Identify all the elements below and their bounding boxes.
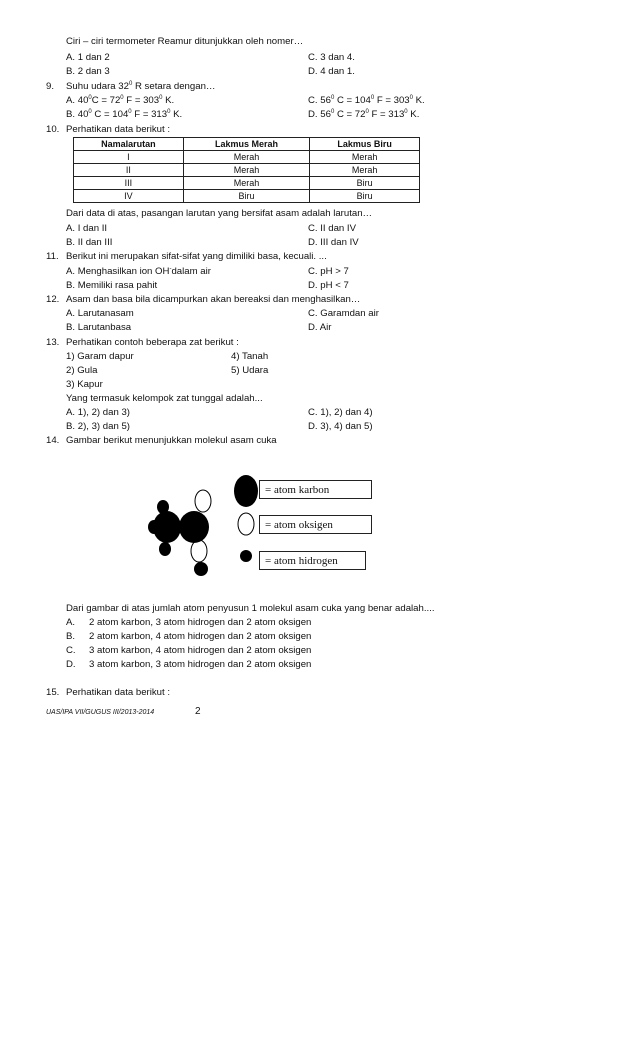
q8-option-c: C. 3 dan 4. [308,52,355,63]
table-cell: Biru [183,190,310,203]
hydrogen-atom [194,562,208,576]
q14-option-letter: A. [66,617,76,628]
litmus-table [73,137,420,203]
hydrogen-legend-symbol [240,550,252,562]
q9-option-c: C. $56^0$ $C = 104^0$ $F = 303^0$ K. [308,95,425,106]
table-cell: Biru [310,190,420,203]
table-header-row [74,138,420,151]
q14-option-a: 2 atom karbon, 3 atom hidrogen dan 2 atom oksigen [89,617,312,628]
table-cell: Merah [310,151,420,164]
q12-stem: Asam dan basa bila dicampurkan akan bereaksi dan menghasilkan… [66,294,361,305]
table-cell: Merah [183,164,310,177]
q14-option-c: 3 atom karbon, 4 atom hidrogen dan 2 atom oksigen [89,645,312,656]
q14-option-b: 2 atom karbon, 4 atom hidrogen dan 2 atom oksigen [89,631,312,642]
q13-option-d: D. 3), 4) dan 5) [308,421,373,432]
q13-stem: Perhatikan contoh beberapa zat berikut : [66,337,239,348]
legend-hydrogen: = atom hidrogen [259,551,366,570]
hydrogen-atom [159,542,171,556]
q12-option-c: C. Garamdan air [308,308,379,319]
table-cell: Merah [183,151,310,164]
q10-stem: Perhatikan data berikut : [66,124,170,135]
q13-number: 13. [46,337,60,348]
q13-option-a: A. 1), 2) dan 3) [66,407,130,418]
carbon-atom [153,511,181,543]
q11-option-c: C. pH > 7 [308,266,349,277]
table-row [74,164,420,177]
q13-option-b: B. 2), 3) dan 5) [66,421,130,432]
list-item: 2) Gula [66,365,98,376]
q12-option-d: D. Air [308,322,332,333]
carbon-atom [179,511,209,543]
q9-stem: Suhu udara $32^0$ R setara dengan… [66,81,216,92]
list-item: 5) Udara [231,365,269,376]
q10-question: Dari data di atas, pasangan larutan yang bersifat asam adalah larutan… [66,208,373,219]
q9-number: 9. [46,81,55,92]
q10-option-c: C. II dan IV [308,223,356,234]
q11-option-d: D. pH < 7 [308,280,349,291]
q15-stem: Perhatikan data berikut : [66,687,170,698]
q8-option-d: D. 4 dan 1. [308,66,355,77]
q14-stem: Gambar berikut menunjukkan molekul asam cuka [66,435,277,446]
table-row [74,190,420,203]
table-header-cell: Lakmus Merah [183,138,310,151]
q14-number: 14. [46,435,60,446]
q14-question: Dari gambar di atas jumlah atom penyusun 1 molekul asam cuka yang benar adalah.... [66,603,435,614]
list-item: 1) Garam dapur [66,351,134,362]
q9-option-b: B. $40^0$ $C = 104^0$ $F = 313^0$ K. [66,109,183,120]
q10-number: 10. [46,124,60,135]
legend-carbon: = atom karbon [259,480,372,499]
table-cell: II [74,164,184,177]
q13-question: Yang termasuk kelompok zat tunggal adalah... [66,393,263,404]
q11-number: 11. [46,251,59,262]
q8-option-a: A. 1 dan 2 [66,52,110,63]
table-cell: I [74,151,184,164]
q12-number: 12. [46,294,60,305]
table-cell: III [74,177,184,190]
q13-option-c: C. 1), 2) dan 4) [308,407,373,418]
q12-option-b: B. Larutanbasa [66,322,132,333]
oxygen-legend-symbol [238,513,254,535]
q14-option-letter: B. [66,631,76,642]
q14-option-d: 3 atom karbon, 3 atom hidrogen dan 2 atom oksigen [89,659,312,670]
list-item: 4) Tanah [231,351,269,362]
q11-option-a: A. Menghasilkan ion OH-dalam air [66,266,211,277]
list-item: 3) Kapur [66,379,103,390]
table-row [74,151,420,164]
q15-number: 15. [46,687,60,698]
carbon-legend-symbol [234,475,258,507]
table-cell: Biru [310,177,420,190]
table-cell: Merah [183,177,310,190]
oxygen-atom [195,490,211,512]
q10-option-a: A. I dan II [66,223,108,234]
oxygen-atom [191,540,207,562]
q12-option-a: A. Larutanasam [66,308,134,319]
q10-option-b: B. II dan III [66,237,113,248]
legend-oxygen: = atom oksigen [259,515,372,534]
table-header-cell: Namalarutan [74,138,184,151]
q11-option-b: B. Memiliki rasa pahit [66,280,158,291]
q10-option-d: D. III dan IV [308,237,359,248]
q8-option-b: B. 2 dan 3 [66,66,110,77]
table-cell: IV [74,190,184,203]
footer-exam-code: UAS/IPA VII/GUGUS III/2013-2014 [46,709,155,716]
q9-option-d: D. $56^0$ $C = 72^0$ $F = 313^0$ K. [308,109,420,120]
q14-option-letter: C. [66,645,76,656]
q14-option-letter: D. [66,659,76,670]
table-cell: Merah [310,164,420,177]
q9-option-a: A. $40^0C = 72^0$ $F = 303^0$ K. [66,95,175,106]
table-header-cell: Lakmus Biru [310,138,420,151]
q11-stem: Berikut ini merupakan sifat-sifat yang dimiliki basa, kecuali. ... [66,251,327,262]
page-number: 2 [195,706,201,717]
table-row [74,177,420,190]
q8-stem: Ciri – ciri termometer Reamur ditunjukkan oleh nomer… [66,36,304,47]
